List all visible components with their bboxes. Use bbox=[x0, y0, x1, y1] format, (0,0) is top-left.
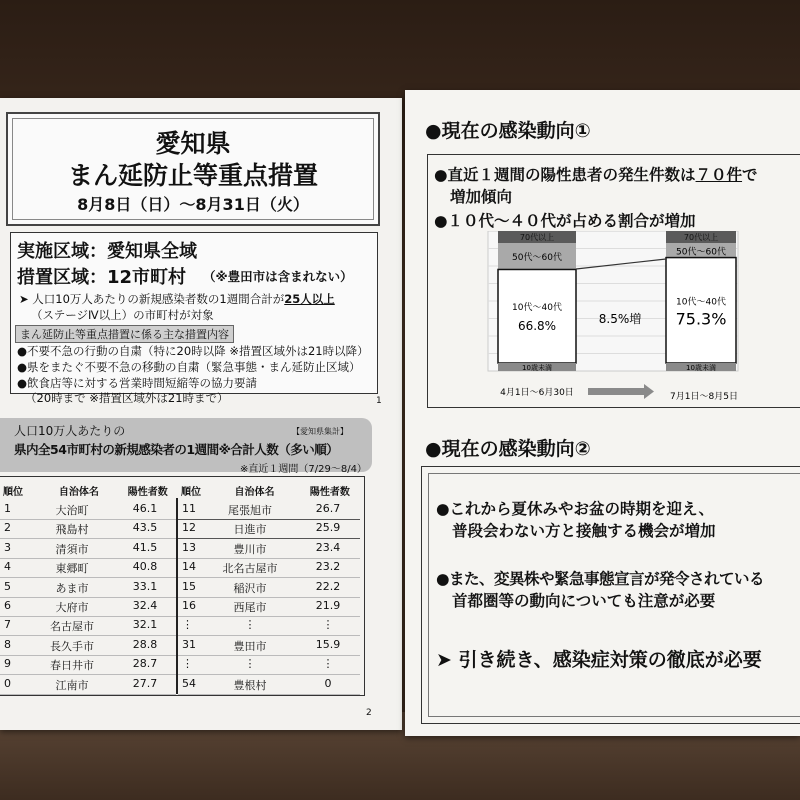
criteria-line1: ➤ 人口10万人あたりの新規感染者数の1週間合計が25人以上 bbox=[19, 292, 335, 306]
row-name: 清須市 bbox=[55, 542, 89, 556]
row-value: 27.7 bbox=[132, 676, 158, 690]
row-value: 40.8 bbox=[132, 560, 158, 574]
section2-bullet2-a: ●また、変異株や緊急事態宣言が発令されている bbox=[436, 570, 765, 588]
row-value: 32.1 bbox=[132, 618, 158, 632]
segment-label-10s-40s: 10代～40代 bbox=[676, 297, 726, 308]
table-row bbox=[0, 597, 176, 617]
row-name: 長久手市 bbox=[50, 639, 94, 653]
table-row bbox=[0, 655, 176, 675]
segment-label-under10: 10歳未満 bbox=[686, 364, 716, 372]
period-label-1: 4月1日～6月30日 bbox=[500, 388, 574, 398]
row-rank: 7 bbox=[4, 618, 11, 632]
period-arrow bbox=[588, 388, 644, 395]
table-row bbox=[0, 636, 176, 656]
title-period: 8月8日（日）～8月31日（火） bbox=[77, 195, 309, 214]
section1-line3: ●１０代～４０代が占める割合が増加 bbox=[434, 212, 696, 230]
segment-label-50s: 50代～60代 bbox=[512, 253, 562, 264]
row-rank: ⋮ bbox=[182, 657, 193, 671]
ranking-header-line1: 人口10万人あたりの bbox=[14, 424, 126, 438]
criteria-text: 人口10万人あたりの新規感染者数の1週間合計が bbox=[32, 292, 285, 306]
row-value: 43.5 bbox=[132, 521, 158, 535]
section2-box bbox=[421, 466, 800, 724]
bar-percent-label: 66.8% bbox=[517, 319, 557, 334]
col-rank: 順位 bbox=[3, 487, 23, 499]
row-rank: 8 bbox=[4, 637, 11, 651]
row-rank: 9 bbox=[4, 657, 11, 671]
table-row bbox=[0, 578, 176, 598]
section2-bullet1-b: 普段会わない方と接触する機会が増加 bbox=[452, 522, 716, 540]
row-value: 23.4 bbox=[315, 540, 341, 554]
row-rank: 14 bbox=[182, 560, 196, 574]
row-name: 北名古屋市 bbox=[222, 562, 278, 576]
criteria-line2: （ステージⅣ以上）の市町村が対象 bbox=[31, 308, 214, 322]
table-row bbox=[178, 636, 360, 656]
table-row bbox=[178, 597, 360, 617]
row-value: 28.7 bbox=[132, 657, 158, 671]
col-name-right: 自治体名 bbox=[234, 487, 275, 499]
col-value: 陽性者数 bbox=[127, 487, 168, 499]
segment-label-under10: 10歳未満 bbox=[522, 364, 552, 372]
row-rank: 3 bbox=[4, 540, 11, 554]
row-rank: 11 bbox=[182, 502, 196, 515]
section1-heading: ●現在の感染動向① bbox=[425, 120, 591, 142]
table-header-row-right bbox=[178, 482, 360, 500]
title-prefecture: 愛知県 bbox=[155, 129, 231, 158]
ranking-table-left bbox=[0, 482, 176, 500]
segment-label-10s-40s: 10代～40代 bbox=[512, 303, 562, 314]
row-name: 豊根村 bbox=[233, 678, 267, 692]
left-page bbox=[0, 98, 402, 730]
row-value: 33.1 bbox=[132, 579, 158, 593]
row-value: 0 bbox=[324, 676, 332, 690]
line1-highlight: ７０件 bbox=[695, 166, 743, 184]
row-name: 名古屋市 bbox=[50, 620, 94, 634]
measures-tag: まん延防止等重点措置に係る主な措置内容 bbox=[15, 325, 234, 343]
table-row bbox=[0, 616, 176, 636]
row-rank: 6 bbox=[4, 599, 11, 612]
table-row bbox=[178, 578, 360, 598]
row-rank: 16 bbox=[182, 599, 196, 612]
row-value: 41.5 bbox=[132, 540, 158, 554]
segment-label-70s: 70代以上 bbox=[519, 233, 555, 242]
row-rank: 15 bbox=[182, 579, 196, 593]
ranking-table-right bbox=[178, 482, 360, 500]
implementation-area: 実施区域：愛知県全域 bbox=[17, 241, 197, 262]
section1-line1 bbox=[434, 163, 758, 185]
measure-note: （※豊田市は含まれない） bbox=[203, 269, 353, 284]
period-label-2: 7月1日～8月5日 bbox=[670, 392, 738, 402]
row-value: ⋮ bbox=[322, 657, 334, 671]
measure-bullet-3: ●飲食店等に対する営業時間短縮等の協力要請 bbox=[17, 376, 258, 390]
table-row bbox=[0, 500, 176, 520]
table-divider bbox=[176, 498, 178, 694]
row-value: 28.8 bbox=[132, 637, 158, 651]
row-name: 春日井市 bbox=[50, 659, 94, 673]
row-name: 大府市 bbox=[55, 601, 89, 614]
right-page bbox=[405, 90, 800, 736]
row-value: 32.4 bbox=[132, 599, 158, 612]
table-row bbox=[178, 616, 360, 636]
measure-bullet-1: ●不要不急の行動の自粛（特に20時以降 ※措置区域外は21時以降） bbox=[17, 344, 369, 358]
line1-text: ●直近１週間の陽性患者の発生件数は bbox=[434, 166, 696, 184]
ranking-header-line2: 県内全54市町村の新規感染者の1週間※合計人数（多い順） bbox=[14, 442, 339, 457]
row-rank: 12 bbox=[182, 521, 196, 535]
row-name: 大治町 bbox=[55, 504, 89, 517]
area-box bbox=[10, 232, 378, 405]
col-name: 自治体名 bbox=[58, 487, 99, 499]
title-measure: まん延防止等重点措置 bbox=[67, 161, 318, 190]
table-row bbox=[178, 539, 360, 559]
measure-bullet-2: ●県をまたぐ不要不急の移動の自粛（緊急事態・まん延防止区域） bbox=[17, 360, 361, 374]
table-row bbox=[178, 558, 360, 578]
row-name: 豊田市 bbox=[233, 639, 267, 653]
criteria-highlight: 25人以上 bbox=[284, 292, 335, 306]
ranking-note: ※直近１週間（7/29～8/4） bbox=[240, 464, 367, 475]
row-name: 尾張旭市 bbox=[228, 504, 272, 517]
table-row bbox=[0, 558, 176, 578]
row-rank: 4 bbox=[4, 560, 11, 574]
row-rank: 31 bbox=[182, 637, 196, 651]
col-value-right: 陽性者数 bbox=[309, 487, 350, 499]
row-name: 江南市 bbox=[55, 678, 89, 692]
table-row bbox=[0, 539, 176, 559]
row-value: 22.2 bbox=[315, 579, 341, 593]
segment-label-70s: 70代以上 bbox=[683, 233, 719, 242]
table-header-row bbox=[0, 482, 176, 500]
row-name: 西尾市 bbox=[233, 601, 267, 614]
col-rank-right: 順位 bbox=[181, 487, 201, 499]
segment-label-50s: 50代～60代 bbox=[676, 247, 726, 258]
section1-box bbox=[427, 154, 800, 408]
row-value: 23.2 bbox=[315, 560, 341, 574]
section2-bullet2-b: 首都圏等の動向についても注意が必要 bbox=[452, 592, 716, 610]
row-rank: ⋮ bbox=[182, 618, 193, 632]
row-rank: 5 bbox=[4, 579, 11, 593]
measure-area: 措置区域：12市町村 bbox=[17, 267, 187, 288]
table-row bbox=[0, 675, 176, 695]
row-rank: 13 bbox=[182, 540, 196, 554]
line1-post: で bbox=[742, 166, 758, 184]
row-name: 豊川市 bbox=[233, 542, 267, 556]
row-name: ⋮ bbox=[244, 657, 256, 671]
row-value: ⋮ bbox=[322, 618, 334, 632]
bar-segment-10s-40s bbox=[498, 269, 576, 363]
row-name: ⋮ bbox=[244, 618, 256, 632]
section2-heading: ●現在の感染動向② bbox=[425, 438, 591, 460]
table-row bbox=[178, 519, 360, 539]
table-row bbox=[178, 655, 360, 675]
title-box bbox=[6, 112, 380, 226]
section2-bullet1-a: ●これから夏休みやお盆の時期を迎え、 bbox=[436, 500, 714, 518]
increase-annotation: 8.5%増 bbox=[598, 312, 642, 326]
ranking-source-tag: 【愛知県集計】 bbox=[292, 427, 348, 436]
row-value: 21.9 bbox=[315, 599, 341, 612]
row-rank: 0 bbox=[4, 676, 11, 690]
row-name: 稲沢市 bbox=[233, 581, 267, 595]
table-row bbox=[178, 500, 360, 520]
row-rank: 1 bbox=[4, 502, 11, 515]
row-value: 15.9 bbox=[315, 637, 341, 651]
table-row bbox=[178, 675, 360, 695]
period-arrow-head bbox=[644, 384, 654, 399]
row-rank: 2 bbox=[4, 521, 11, 535]
page-number-2: 2 bbox=[366, 708, 372, 718]
page-number-1: 1 bbox=[376, 396, 382, 406]
row-name: 日進市 bbox=[233, 523, 267, 537]
row-value: 26.7 bbox=[315, 502, 341, 515]
age-share-chart bbox=[448, 231, 748, 411]
section1-line2: 増加傾向 bbox=[450, 188, 513, 206]
row-name: あま市 bbox=[55, 581, 89, 595]
row-name: 東郷町 bbox=[55, 562, 89, 576]
measure-bullet-3-note: （20時まで ※措置区域外は21時まで） bbox=[25, 391, 229, 405]
section2-conclusion: ➤ 引き続き、感染症対策の徹底が必要 bbox=[436, 649, 762, 671]
row-value: 25.9 bbox=[315, 521, 341, 535]
bar-percent-label: 75.3% bbox=[675, 309, 727, 329]
row-name: 飛島村 bbox=[55, 523, 89, 537]
row-value: 46.1 bbox=[132, 502, 158, 515]
table-row bbox=[0, 519, 176, 539]
row-rank: 54 bbox=[182, 676, 196, 690]
